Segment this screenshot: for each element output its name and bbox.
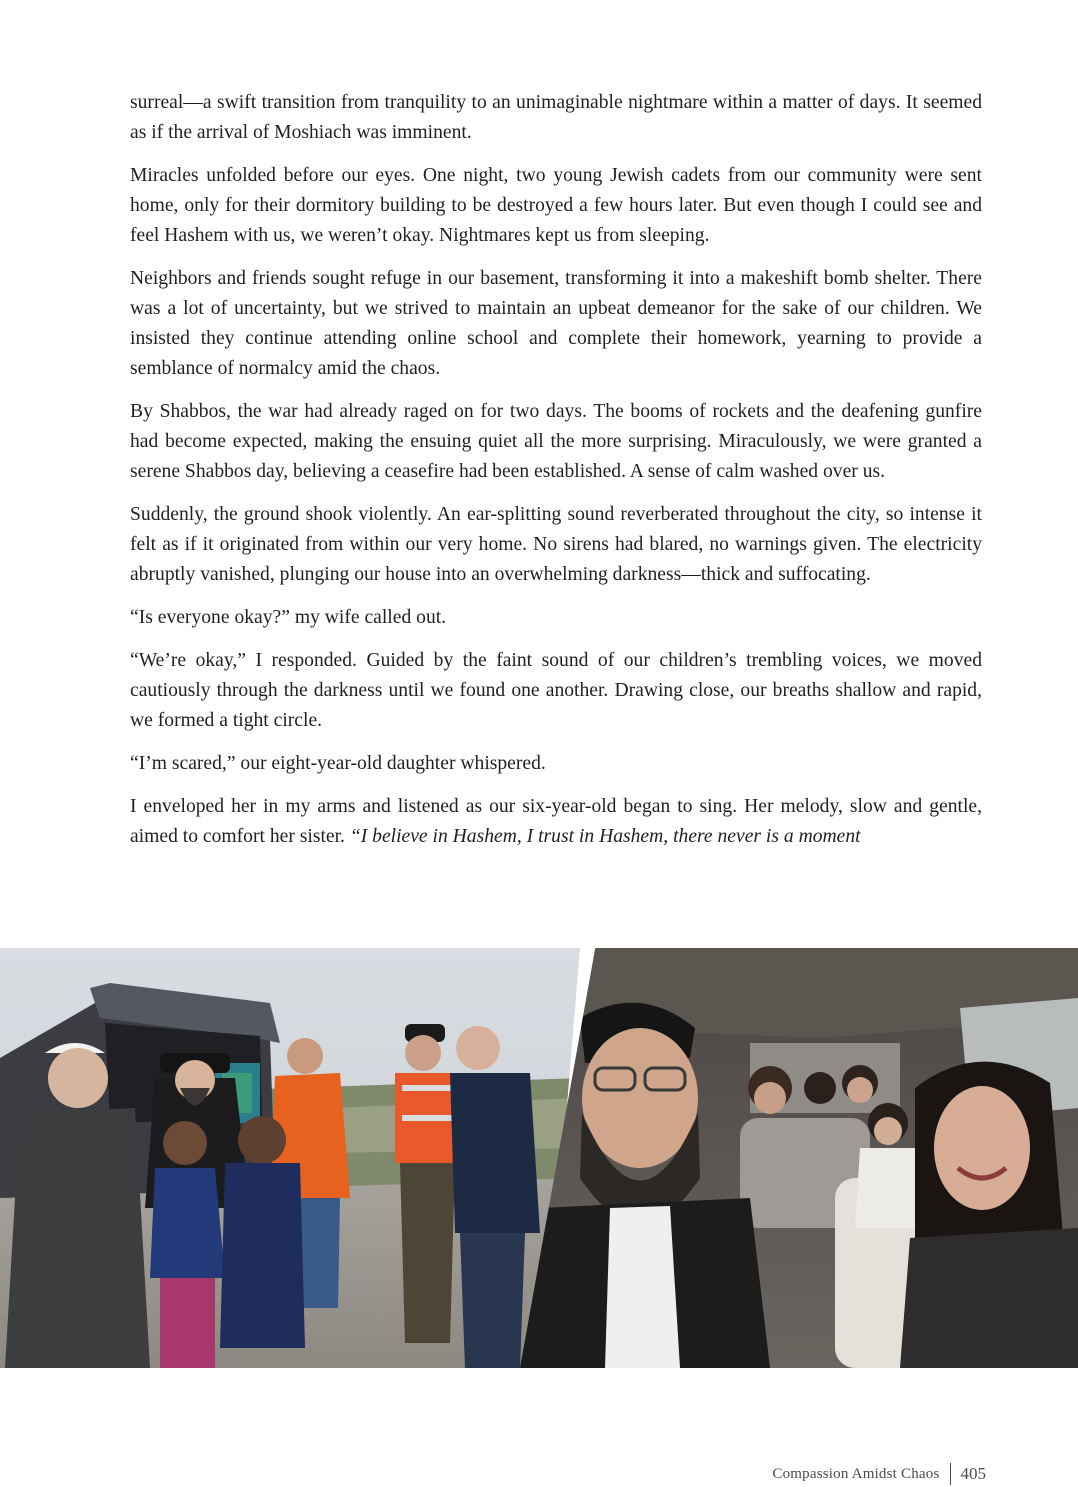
paragraph: Suddenly, the ground shook violently. An ear-splitting sound reverberated throughout the city, so intense it felt as if it originated from within our very home. No sirens had blared, no warnings given. The electricity abruptly vanished, plunging our house into an overwhelming darkness—thick and suffocating. — [130, 504, 982, 585]
paragraph: “Is everyone okay?” my wife called out. — [130, 607, 447, 628]
running-title: Compassion Amidst Chaos — [772, 1465, 940, 1482]
paragraph: surreal—a swift transition from tranquility to an unimaginable nightmare within a matter of days. It seemed as if the arrival of Moshiach was imminent. — [130, 92, 982, 143]
paragraph: By Shabbos, the war had already raged on for two days. The booms of rockets and the deafening gunfire had become expected, making the ensuing quiet all the more surprising. Miraculously, we were granted a serene Shabbos day, believing a ceasefire had been established. A sense of calm washed over us. — [130, 401, 982, 482]
paragraph: “We’re okay,” I responded. Guided by the faint sound of our children’s trembling voices, we moved cautiously through the darkness until we found one another. Drawing close, our breaths shallow and rapid, we formed a tight circle. — [130, 650, 982, 731]
song-quote: “I believe in Hashem, I trust in Hashem, there never is a moment — [349, 826, 861, 847]
outdoor-scene-image — [0, 948, 580, 1368]
page-number: 405 — [960, 1464, 986, 1483]
footer-divider — [950, 1463, 951, 1485]
page-footer — [772, 1461, 986, 1487]
paragraph: Neighbors and friends sought refuge in our basement, transforming it into a makeshift bomb shelter. There was a lot of uncertainty, but we strived to maintain an upbeat demeanor for the sake of our children. We insisted they continue attending online school and complete their homework, yearning to provide a semblance of normalcy amid the chaos. — [130, 268, 982, 379]
photo-family-car-selfie — [520, 948, 1078, 1368]
paragraph-text: I enveloped her in my arms and listened as our six-year-old began to sing. Her melody, slow and gentle, aimed to comfort her sister. — [130, 796, 982, 847]
paragraph: Miracles unfolded before our eyes. One night, two young Jewish cadets from our community were sent home, only for their dormitory building to be destroyed a few hours later. But even though I could see and feel Hashem with us, we weren’t okay. Nightmares kept us from sleeping. — [130, 165, 982, 246]
photo-group-outdoors — [0, 948, 580, 1368]
article-body — [130, 88, 982, 852]
car-selfie-image — [520, 948, 1078, 1368]
paragraph: “I’m scared,” our eight-year-old daughter whispered. — [130, 753, 546, 774]
paragraph — [130, 792, 982, 852]
